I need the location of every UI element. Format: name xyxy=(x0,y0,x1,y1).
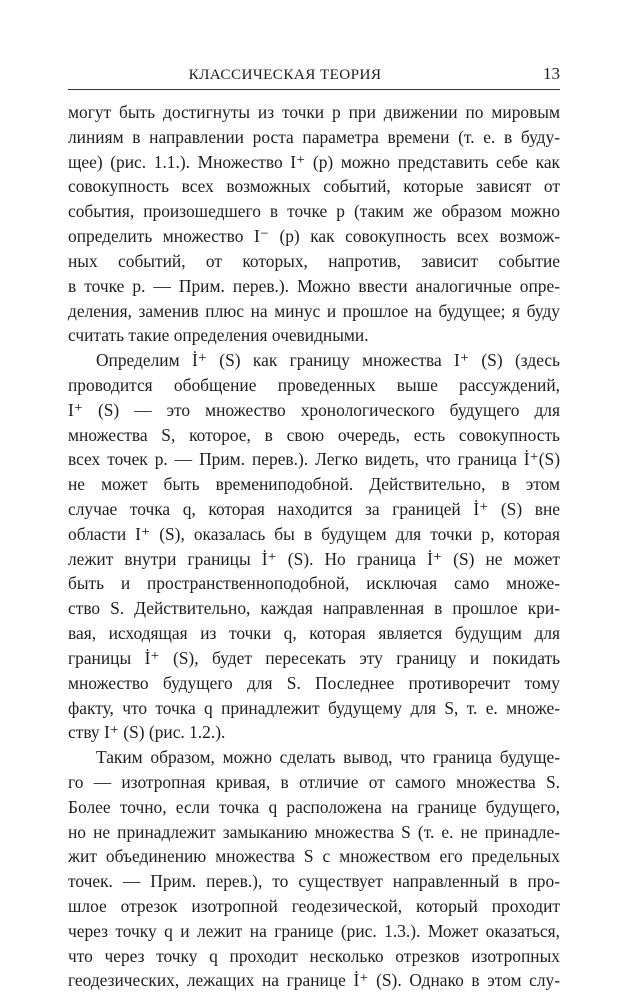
text-line: жит объединению множества S с множеством его предельных xyxy=(68,846,560,867)
text-line: Определим İ⁺ (S) как границу множества I⁺ (S) (здесь xyxy=(96,350,560,371)
text-line: через точку q и лежит на границе (рис. 1.3.). Может оказаться, xyxy=(68,920,560,941)
text-line: события, произошедшего в точке p (таким же образом можно xyxy=(68,201,560,222)
text-line: ству I⁺ (S) (рис. 1.2.). xyxy=(68,722,226,743)
text-line: ных событий, от которых, напротив, зависит событие xyxy=(68,250,560,271)
text-line: геодезических, лежащих на границе İ⁺ (S). Однако в этом слу- xyxy=(68,970,560,991)
text-line: в точке p. — Прим. перев.). Можно ввести аналогичные опре- xyxy=(68,275,560,296)
text-line: деления, заменив плюс на минус и прошлое на будущее; я буду xyxy=(68,300,560,321)
text-line: лежит внутри границы İ⁺ (S). Но граница İ⁺ (S) не может xyxy=(68,548,560,569)
running-title: КЛАССИЧЕСКАЯ ТЕОРИЯ xyxy=(188,66,382,83)
text-line: Более точно, если точка q расположена на границе будущего, xyxy=(68,796,560,817)
text-line: определить множество I⁻ (p) как совокупность всех возмож- xyxy=(68,226,560,247)
text-line: не может быть времениподобной. Действительно, в этом xyxy=(68,474,560,495)
text-line: Таким образом, можно сделать вывод, что граница будуще- xyxy=(96,747,560,768)
text-line: случае точка q, которая находится за границей İ⁺ (S) вне xyxy=(68,499,560,519)
text-line: быть и пространственноподобной, исключая само множе- xyxy=(68,573,560,594)
text-line: множество будущего для S. Последнее противоречит тому xyxy=(68,672,560,693)
text-line: проводится обобщение проведенных выше рассуждений, xyxy=(68,374,560,395)
text-line: всех точек p. — Прим. перев.). Легко видеть, что граница İ⁺(S) xyxy=(68,449,560,470)
text-line: щее) (рис. 1.1.). Множество I⁺ (p) можно представить себе как xyxy=(68,151,560,172)
header-rule xyxy=(68,89,560,90)
page-number: 13 xyxy=(543,64,560,83)
text-line: границы İ⁺ (S), будет пересекать эту границу и покидать xyxy=(68,647,560,668)
text-line: линиям в направлении роста параметра времени (т. е. в буду- xyxy=(68,126,560,147)
text-line: множества S, которое, в свою очередь, есть совокупность xyxy=(68,424,560,445)
text-line: считать такие определения очевидными. xyxy=(68,325,369,346)
text-line: точек. — Прим. перев.), то существует направленный в про- xyxy=(68,871,560,892)
text-line: шлое отрезок изотропной геодезической, который проходит xyxy=(68,896,560,916)
text-line: I⁺ (S) — это множество хронологического будущего для xyxy=(68,399,560,420)
text-line: совокупность всех возможных событий, которые зависят от xyxy=(68,176,560,197)
text-line: вая, исходящая из точки q, которая является будущим для xyxy=(68,623,560,644)
text-line: но не принадлежит замыканию множества S (т. е. не принадле- xyxy=(68,821,560,842)
text-line: го — изотропная кривая, в отличие от самого множества S. xyxy=(68,771,560,792)
text-line: ство S. Действительно, каждая направленная в прошлое кри- xyxy=(68,598,560,619)
text-line: факту, что точка q принадлежит будущему для S, т. е. множе- xyxy=(68,697,560,718)
text-line: области I⁺ (S), оказалась бы в будущем для точки p, которая xyxy=(68,523,560,544)
text-line: что через точку q проходит несколько отрезков изотропных xyxy=(68,945,560,966)
body-text xyxy=(68,100,560,993)
text-line: могут быть достигнуты из точки p при движении по мировым xyxy=(68,102,560,122)
